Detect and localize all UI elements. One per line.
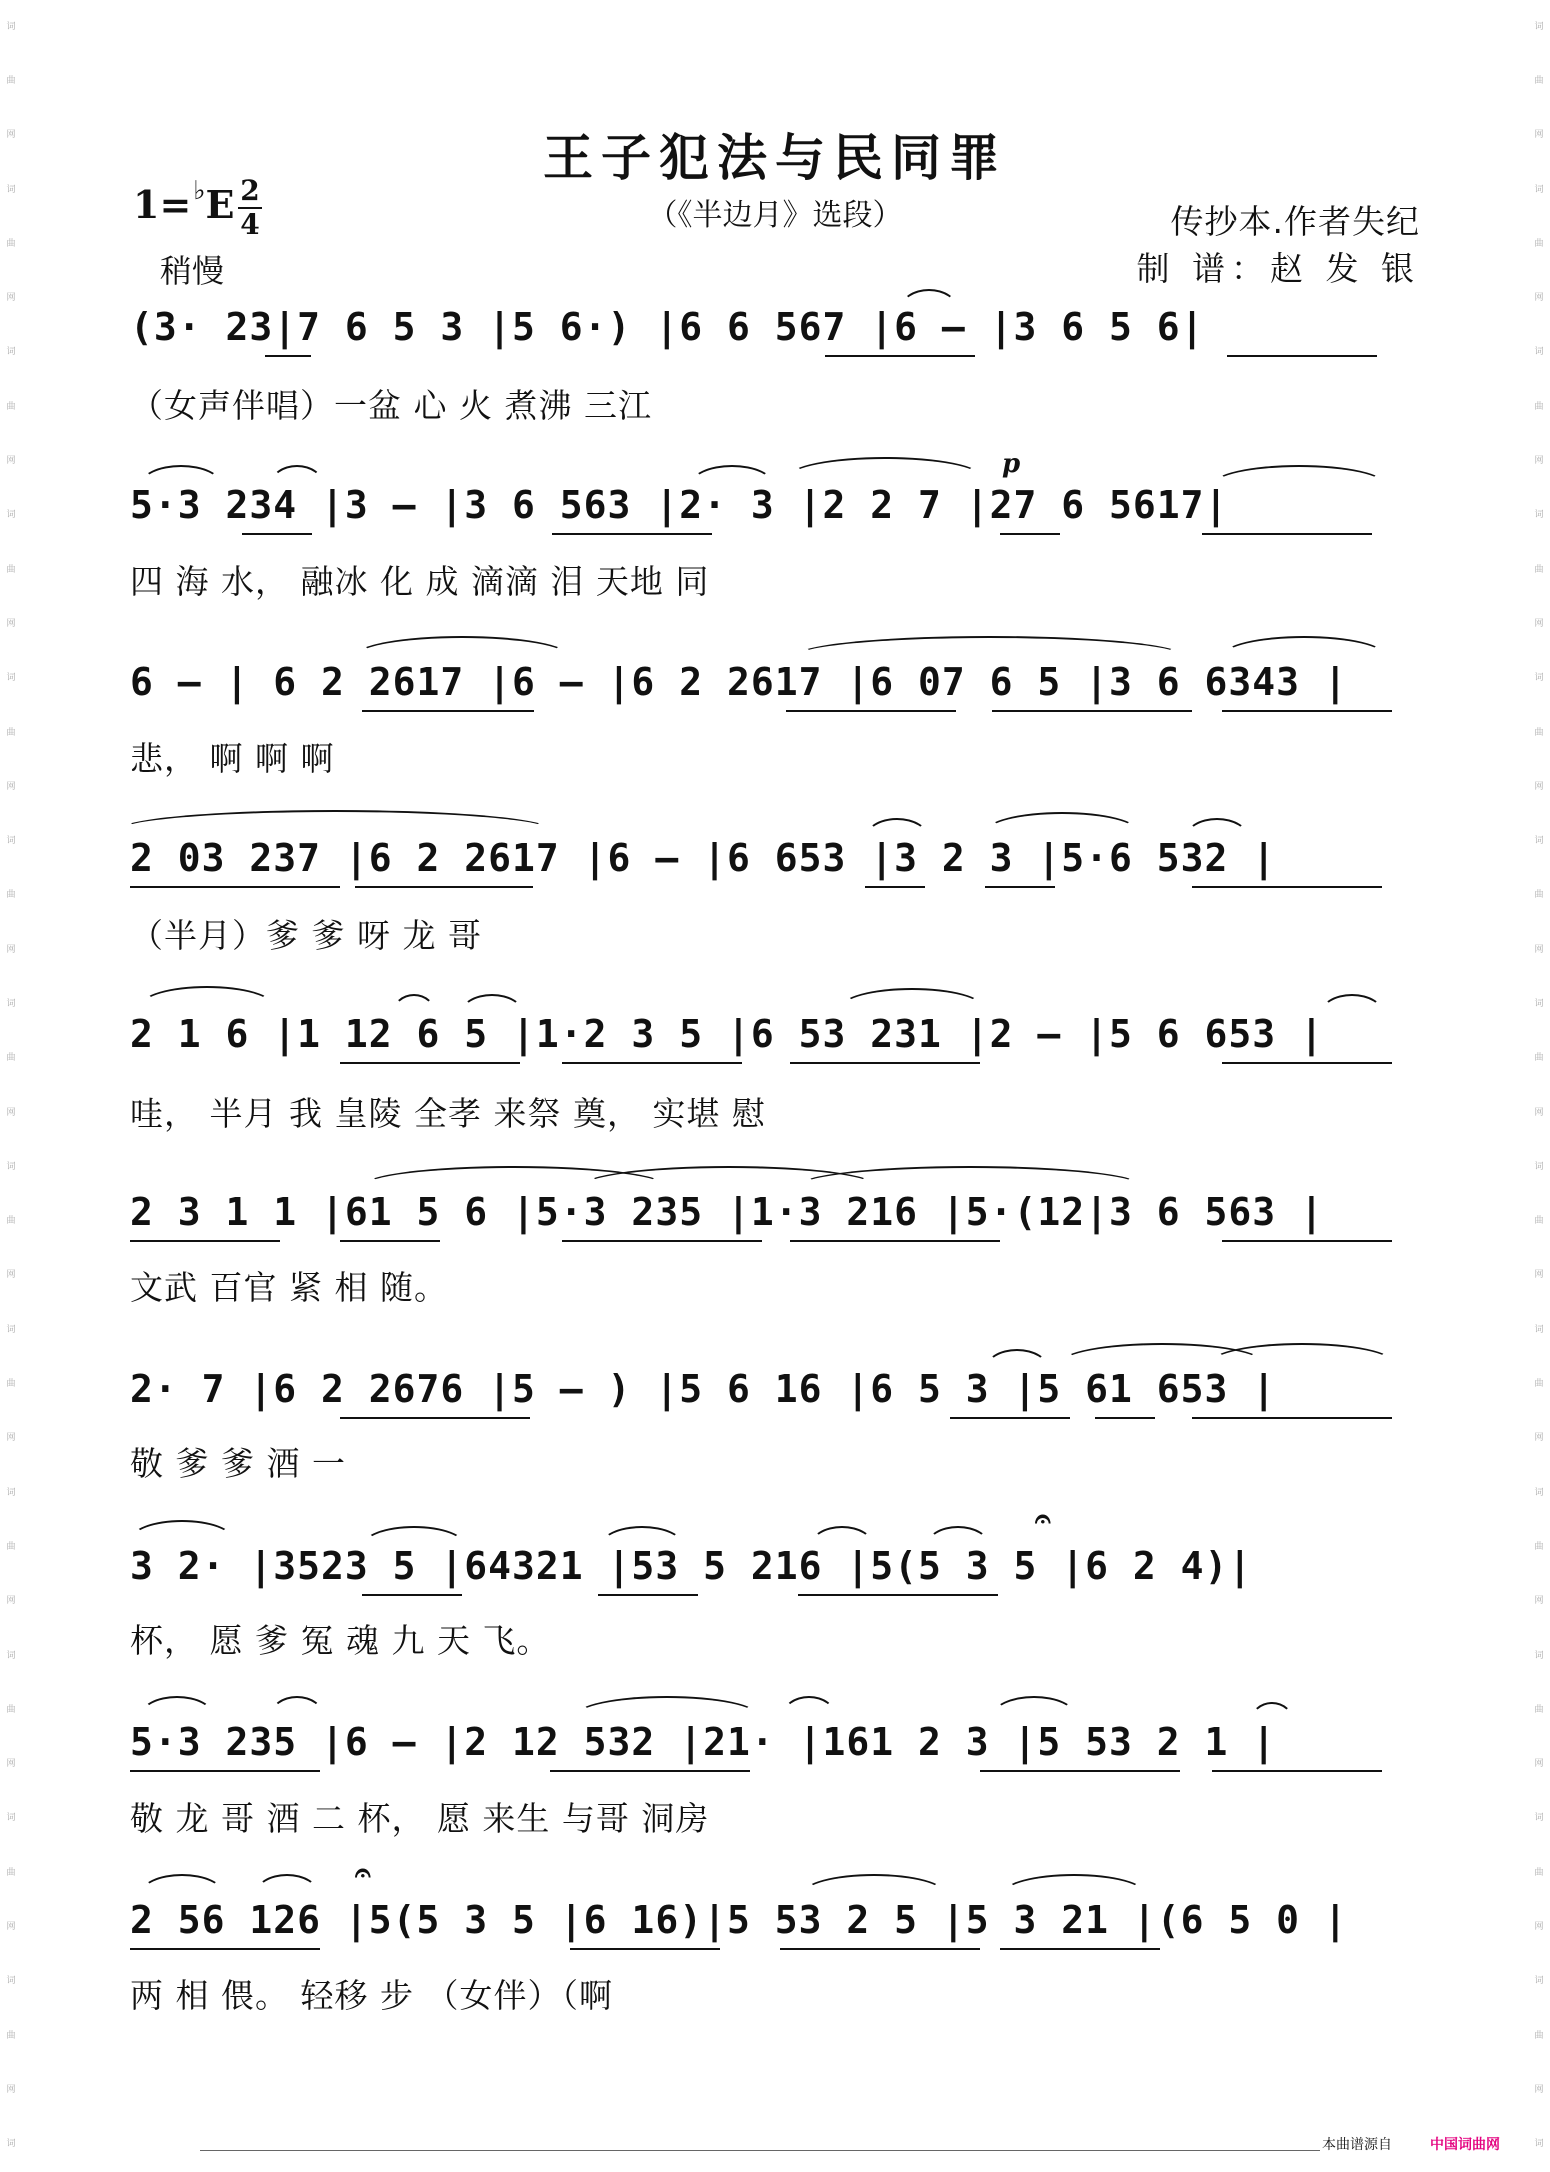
watermark-glyph: 网 [6, 456, 16, 467]
watermark-glyph: 网 [6, 1759, 16, 1770]
watermark-glyph: 词 [1534, 1650, 1544, 1661]
watermark-glyph: 曲 [6, 1053, 16, 1064]
watermark-glyph: 曲 [1534, 1867, 1544, 1878]
slur [900, 289, 958, 309]
watermark-glyph: 网 [6, 293, 16, 304]
watermark-glyph: 词 [1534, 510, 1544, 521]
beam [1212, 1770, 1382, 1772]
key-signature [133, 175, 235, 227]
lyric-line-6: 文武 百官 紧 相 随。 [130, 1268, 448, 1307]
slur [270, 1696, 324, 1716]
beam [1192, 1417, 1392, 1419]
watermark-glyph: 词 [6, 347, 16, 358]
score-line: 2 3 1 1 |61 5 6 |5·3 235 |1·3 216 |5·(12|3 6 563 | [130, 1190, 1324, 1234]
beam [130, 886, 340, 888]
watermark-glyph: 词 [1534, 1324, 1544, 1335]
watermark-glyph: 网 [1534, 944, 1544, 955]
beam [130, 1240, 280, 1242]
score-line: 2 56 126 |5(5 3 5 |6 16)|5 53 2 5 |5 3 21 |(6 5 0 | [130, 1898, 1348, 1942]
key-prefix: 1= [133, 182, 192, 227]
watermark-glyph: 网 [6, 130, 16, 141]
score-row-1 [130, 305, 1430, 375]
lyric-line-10: 两 相 偎。 轻移 步 （女伴）（啊 [130, 1976, 613, 2015]
slur [575, 1696, 759, 1716]
watermark-glyph: 网 [6, 781, 16, 792]
watermark-glyph: 曲 [6, 1704, 16, 1715]
score-line: 3 2· |3523 5 |64321 |53 5 216 |5(5 3 5 |6 2 4)| [130, 1544, 1253, 1588]
slur [798, 1166, 1142, 1186]
beam [550, 1770, 750, 1772]
watermark-glyph: 曲 [1534, 727, 1544, 738]
fermata-icon: 𝄐 [355, 1856, 371, 1889]
slur [140, 986, 274, 1006]
slur [1185, 818, 1249, 838]
beam [362, 710, 534, 712]
slur [782, 1696, 836, 1716]
beam [130, 1948, 320, 1950]
lyric-line-3: 悲， 啊 啊 啊 [130, 739, 335, 778]
watermark-glyph: 曲 [6, 727, 16, 738]
score-line: 2 1 6 |1 12 6 5 |1·2 3 5 |6 53 231 |2 – |5 6 653 | [130, 1012, 1324, 1056]
beam [1222, 1240, 1392, 1242]
watermark-glyph: 曲 [1534, 890, 1544, 901]
watermark-glyph: 词 [1534, 673, 1544, 684]
score-row-8 [130, 1502, 1430, 1614]
slur [1250, 1702, 1294, 1722]
watermark-glyph: 曲 [6, 75, 16, 86]
page-subtitle: （《半边月》选段） [647, 198, 903, 233]
score-line: (3· 23|7 6 5 3 |5 6·) |6 6 567 |6 – |3 6 5 6| [130, 305, 1205, 349]
slur [355, 636, 569, 656]
slur [1002, 1874, 1146, 1894]
lyric-line-7: 敬 爹 爹 酒 一 [130, 1444, 346, 1483]
beam [780, 1948, 980, 1950]
watermark-glyph: 曲 [1534, 75, 1544, 86]
score-row-7 [130, 1367, 1430, 1437]
lyric-line-4: （半月）爹 爹 呀 龙 哥 [130, 916, 482, 955]
watermark-glyph: 网 [6, 944, 16, 955]
watermark-glyph: 网 [1534, 1759, 1544, 1770]
slur [802, 1874, 946, 1894]
watermark-glyph: 词 [6, 1487, 16, 1498]
beam [265, 355, 311, 357]
watermark-glyph: 词 [6, 998, 16, 1009]
watermark-glyph: 网 [6, 618, 16, 629]
watermark-glyph: 词 [1534, 21, 1544, 32]
time-signature [238, 174, 262, 241]
slur [255, 1874, 319, 1894]
watermark-glyph: 词 [1534, 836, 1544, 847]
beam [340, 1240, 440, 1242]
time-sig-top: 2 [240, 174, 260, 207]
watermark-glyph: 曲 [6, 564, 16, 575]
slur [985, 1349, 1049, 1369]
dynamic-marking: p [1002, 449, 1021, 479]
watermark-strip-left [0, 0, 22, 2172]
beam [1000, 1948, 1160, 1950]
slur [810, 1526, 874, 1546]
watermark-glyph: 词 [1534, 184, 1544, 195]
slur [362, 1526, 466, 1546]
beam [1227, 355, 1377, 357]
lyric-line-2: 四 海 水， 融冰 化 成 滴滴 泪 天地 同 [130, 562, 710, 601]
beam [598, 1594, 698, 1596]
slur [600, 1526, 684, 1546]
slur [270, 465, 324, 485]
watermark-glyph: 词 [1534, 1976, 1544, 1987]
score-row-2 [130, 449, 1430, 553]
watermark-glyph: 网 [1534, 618, 1544, 629]
watermark-strip-right [1528, 0, 1550, 2172]
watermark-glyph: 词 [6, 2139, 16, 2150]
watermark-glyph: 词 [1534, 1161, 1544, 1172]
watermark-glyph: 网 [1534, 293, 1544, 304]
slur [1320, 994, 1384, 1014]
beam [130, 1770, 320, 1772]
beam [340, 1062, 520, 1064]
slur [140, 1874, 224, 1894]
watermark-glyph: 曲 [1534, 564, 1544, 575]
watermark-glyph: 曲 [1534, 401, 1544, 412]
watermark-glyph: 词 [1534, 2139, 1544, 2150]
slur [985, 812, 1139, 832]
score-row-6 [130, 1190, 1430, 1260]
page-title: 王子犯法与民同罪 [543, 128, 1007, 187]
watermark-glyph: 网 [1534, 1922, 1544, 1933]
key-note: E [205, 182, 235, 227]
score-row-4 [130, 836, 1430, 906]
watermark-glyph: 词 [6, 184, 16, 195]
lyric-line-5: 哇， 半月 我 皇陵 全孝 来祭 奠， 实堪 慰 [130, 1094, 766, 1133]
arranger-credit: 制 谱：赵 发 银 [1136, 249, 1420, 288]
lyric-line-1: （女声伴唱）一盆 心 火 煮沸 三江 [130, 386, 652, 425]
beam [865, 886, 925, 888]
watermark-glyph: 曲 [6, 2030, 16, 2041]
watermark-glyph: 网 [1534, 2084, 1544, 2095]
watermark-glyph: 曲 [6, 1216, 16, 1227]
beam [786, 710, 956, 712]
slur [392, 994, 436, 1014]
watermark-glyph: 词 [6, 836, 16, 847]
watermark-glyph: 词 [6, 1813, 16, 1824]
score-row-9 [130, 1720, 1430, 1790]
watermark-glyph: 曲 [6, 890, 16, 901]
fermata-icon: 𝄐 [1035, 1502, 1051, 1535]
beam [242, 533, 312, 535]
watermark-glyph: 网 [6, 1270, 16, 1281]
watermark-glyph: 网 [1534, 1270, 1544, 1281]
slur [865, 818, 929, 838]
watermark-glyph: 网 [1534, 1107, 1544, 1118]
watermark-glyph: 词 [6, 1650, 16, 1661]
score-row-5 [130, 1012, 1430, 1082]
beam [985, 886, 1055, 888]
beam [825, 355, 975, 357]
watermark-glyph: 词 [1534, 1487, 1544, 1498]
watermark-glyph: 词 [6, 1324, 16, 1335]
watermark-glyph: 词 [6, 21, 16, 32]
watermark-glyph: 词 [6, 1161, 16, 1172]
slur [788, 457, 982, 477]
watermark-glyph: 网 [6, 1433, 16, 1444]
slur [1210, 1343, 1394, 1363]
lyric-line-9: 敬 龙 哥 酒 二 杯， 愿 来生 与哥 洞房 [130, 1799, 710, 1838]
slur [690, 465, 774, 485]
watermark-glyph: 网 [1534, 1596, 1544, 1607]
slur [1222, 636, 1386, 656]
score-line: 5·3 234 |3 – |3 6 563 |2· 3 |2 2 7 |27 6 5617| [130, 483, 1229, 527]
watermark-glyph: 词 [6, 1976, 16, 1987]
score-row-3 [130, 660, 1430, 730]
watermark-glyph: 曲 [1534, 1053, 1544, 1064]
score-line: 2· 7 |6 2 2676 |5 – ) |5 6 16 |6 5 3 |5 61 653 | [130, 1367, 1277, 1411]
watermark-glyph: 词 [1534, 1813, 1544, 1824]
watermark-glyph: 曲 [1534, 1704, 1544, 1715]
beam [362, 1594, 462, 1596]
watermark-glyph: 网 [1534, 130, 1544, 141]
flat-sign: ♭ [193, 175, 206, 206]
footer-site-link[interactable]: 中国词曲网 [1430, 2137, 1500, 2153]
footer-rule [200, 2150, 1320, 2151]
beam [1222, 1062, 1392, 1064]
watermark-glyph: 词 [6, 673, 16, 684]
watermark-glyph: 曲 [1534, 2030, 1544, 2041]
watermark-glyph: 曲 [1534, 1379, 1544, 1390]
beam [980, 1770, 1180, 1772]
watermark-glyph: 词 [1534, 347, 1544, 358]
beam [790, 1062, 980, 1064]
lyric-line-8: 杯， 愿 爹 冤 魂 九 天 飞。 [130, 1621, 551, 1660]
slur [460, 994, 524, 1014]
beam [552, 533, 712, 535]
beam [1202, 533, 1372, 535]
watermark-glyph: 曲 [6, 401, 16, 412]
slur [992, 1696, 1076, 1716]
watermark-glyph: 曲 [6, 238, 16, 249]
beam [1192, 886, 1382, 888]
beam [562, 1240, 762, 1242]
source-credit: 传抄本.作者失纪 [1170, 202, 1420, 241]
watermark-glyph: 曲 [1534, 1216, 1544, 1227]
footer-source-label: 本曲谱源自 [1322, 2137, 1392, 2153]
watermark-glyph: 词 [6, 510, 16, 521]
slur [795, 636, 1184, 656]
beam [1095, 1417, 1155, 1419]
beam [340, 1417, 530, 1419]
watermark-glyph: 曲 [1534, 1541, 1544, 1552]
beam [790, 1240, 1000, 1242]
watermark-glyph: 曲 [1534, 238, 1544, 249]
watermark-glyph: 曲 [6, 1379, 16, 1390]
beam [1222, 710, 1392, 712]
watermark-glyph: 网 [6, 1922, 16, 1933]
watermark-glyph: 曲 [6, 1867, 16, 1878]
score-line: 5·3 235 |6 – |2 12 532 |21· |161 2 3 |5 53 2 1 | [130, 1720, 1277, 1764]
watermark-glyph: 词 [1534, 998, 1544, 1009]
beam [355, 886, 533, 888]
watermark-glyph: 网 [6, 1107, 16, 1118]
watermark-glyph: 曲 [6, 1541, 16, 1552]
watermark-glyph: 网 [1534, 456, 1544, 467]
slur [140, 1696, 214, 1716]
score-row-10 [130, 1856, 1430, 1968]
watermark-glyph: 网 [6, 2084, 16, 2095]
slur [140, 465, 222, 485]
score-line: 6 – | 6 2 2617 |6 – |6 2 2617 |6 07 6 5 |3 6 6343 | [130, 660, 1348, 704]
beam [992, 710, 1192, 712]
slur [130, 1520, 234, 1540]
slur [1212, 465, 1386, 485]
slur [118, 810, 552, 830]
slur [926, 1526, 990, 1546]
beam [950, 1417, 1070, 1419]
tempo-marking: 稍慢 [160, 252, 225, 290]
beam [798, 1594, 998, 1596]
beam [570, 1948, 720, 1950]
watermark-glyph: 网 [6, 1596, 16, 1607]
time-sig-bottom: 4 [240, 208, 260, 241]
beam [562, 1062, 742, 1064]
beam [1000, 533, 1060, 535]
slur [840, 988, 984, 1008]
watermark-glyph: 网 [1534, 781, 1544, 792]
score-line: 2 03 237 |6 2 2617 |6 – |6 653 |3 2 3 |5·6 532 | [130, 836, 1277, 880]
watermark-glyph: 网 [1534, 1433, 1544, 1444]
